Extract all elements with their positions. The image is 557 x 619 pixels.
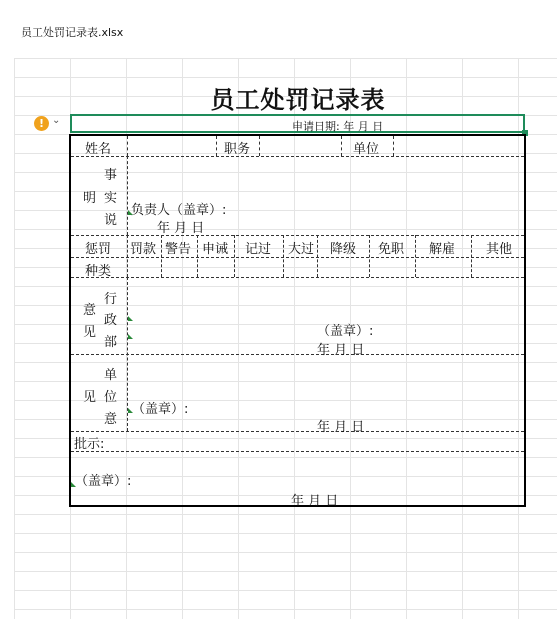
chevron-down-icon[interactable]: ⌄ (52, 115, 61, 126)
apply-date-cell[interactable]: 申请日期: 年 月 日 (292, 120, 384, 133)
comment-marker (128, 408, 133, 413)
admin-left-bottom: 见 (83, 325, 97, 340)
punishment-form-table (69, 134, 526, 507)
facts-char-3: 说 (104, 213, 118, 228)
admin-date: 年 月 日 (317, 343, 365, 358)
comment-marker (128, 210, 133, 215)
admin-seal: （盖章）: (317, 324, 374, 339)
comment-marker (71, 482, 76, 487)
punish-type: 记过 (245, 242, 272, 257)
position-label: 职务 (224, 142, 251, 157)
punish-type: 警告 (165, 242, 192, 257)
unit-seal: （盖章）: (132, 402, 189, 417)
facts-left-char: 明 (83, 191, 97, 206)
warning-icon[interactable]: ! (34, 116, 49, 131)
punish-type: 大过 (288, 242, 315, 257)
admin-char-3: 部 (104, 335, 118, 350)
admin-char-2: 政 (104, 313, 118, 328)
admin-left-top: 意 (83, 303, 97, 318)
unit-char-1: 单 (104, 368, 118, 383)
unit-char-2: 位 (104, 390, 118, 405)
facts-char-2: 实 (104, 191, 118, 206)
responsible-label: 负责人（盖章）: (131, 203, 227, 218)
instruction-seal: （盖章）: (75, 474, 132, 489)
punish-type: 降级 (330, 242, 357, 257)
unit-char-3: 意 (104, 412, 118, 427)
file-title: 员工处罚记录表.xlsx (21, 26, 124, 39)
punish-label-top: 惩罚 (85, 242, 112, 257)
sheet-title: 员工处罚记录表 (210, 86, 386, 114)
punish-type: 免职 (378, 242, 405, 257)
instruction-label: 批示: (74, 437, 105, 452)
name-label: 姓名 (85, 142, 112, 157)
punish-type: 申诫 (202, 242, 229, 257)
comment-marker (128, 334, 133, 339)
punish-type: 罚款 (130, 242, 157, 257)
unit-label: 单位 (353, 142, 380, 157)
facts-char-1: 事 (104, 168, 118, 183)
punish-type: 其他 (486, 242, 513, 257)
unit-left: 见 (83, 390, 97, 405)
instruction-date: 年 月 日 (291, 494, 339, 509)
punish-type: 解雇 (429, 242, 456, 257)
punish-label-bottom: 种类 (85, 264, 112, 279)
unit-date: 年 月 日 (317, 420, 365, 435)
facts-date: 年 月 日 (157, 221, 205, 236)
comment-marker (128, 316, 133, 321)
admin-char-1: 行 (104, 292, 118, 307)
